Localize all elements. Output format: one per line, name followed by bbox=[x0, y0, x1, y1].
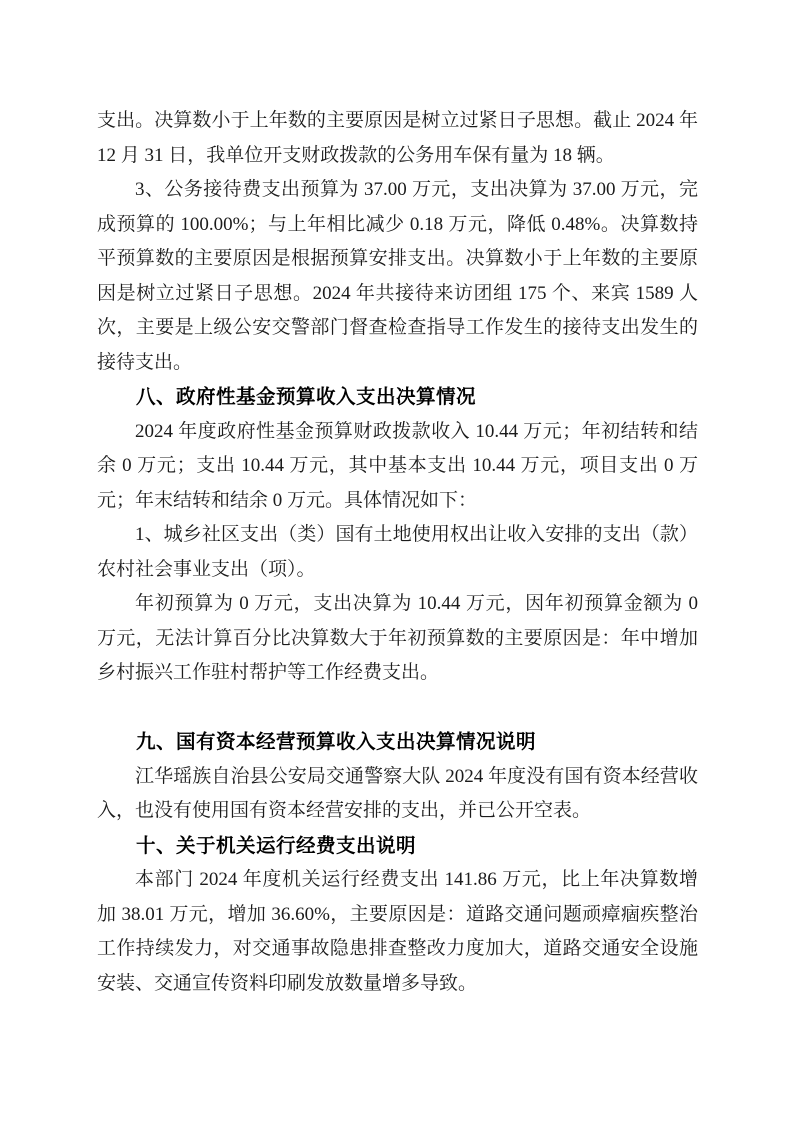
paragraph: 本部门 2024 年度机关运行经费支出 141.86 万元，比上年决算数增加 38.01 万元，增加 36.60%，主要原因是：道路交通问题顽瘴痼疾整治工作持续发力，对交通事故隐患排查整改力度加大，道路交通安全设施安装、交通宣传资料印刷发放数量增多导致。 bbox=[97, 869, 698, 994]
paragraph: 江华瑶族自治县公安局交通警察大队 2024 年度没有国有资本经营收入，也没有使用国有资本经营安排的支出，并已公开空表。 bbox=[97, 765, 698, 821]
document-body bbox=[97, 104, 698, 1001]
paragraph: 1、城乡社区支出（类）国有土地使用权出让收入安排的支出（款）农村社会事业支出（项）。 bbox=[97, 524, 698, 580]
section-heading: 八、政府性基金预算收入支出决算情况 bbox=[136, 386, 477, 408]
paragraph: 支出。决算数小于上年数的主要原因是树立过紧日子思想。截止 2024 年 12 月 31 日，我单位开支财政拨款的公务用车保有量为 18 辆。 bbox=[97, 110, 698, 166]
section-heading: 十、关于机关运行经费支出说明 bbox=[136, 834, 417, 857]
section-heading: 九、国有资本经营预算收入支出决算情况说明 bbox=[136, 731, 537, 753]
paragraph: 年初预算为 0 万元，支出决算为 10.44 万元，因年初预算金额为 0 万元，无法计算百分比决算数大于年初预算数的主要原因是：年中增加乡村振兴工作驻村帮护等工作经费支出。 bbox=[97, 593, 698, 683]
paragraph: 3、公务接待费支出预算为 37.00 万元，支出决算为 37.00 万元，完成预算的 100.00%；与上年相比减少 0.18 万元，降低 0.48%。决算数持平预算数的主要原因是根据预算安排支出。决算数小于上年数的主要原因是树立过紧日子思想。2024 年共接待来访团组 175 个、来宾 1589 人次，主要是上级公安交警部门督查检查指导工作发生的接待支出发生的接待支出。 bbox=[97, 179, 698, 373]
blank-line bbox=[97, 691, 698, 726]
paragraph: 2024 年度政府性基金预算财政拨款收入 10.44 万元；年初结转和结余 0 万元；支出 10.44 万元，其中基本支出 10.44 万元，项目支出 0 万元；年末结转和结余 0 万元。具体情况如下： bbox=[97, 420, 698, 511]
